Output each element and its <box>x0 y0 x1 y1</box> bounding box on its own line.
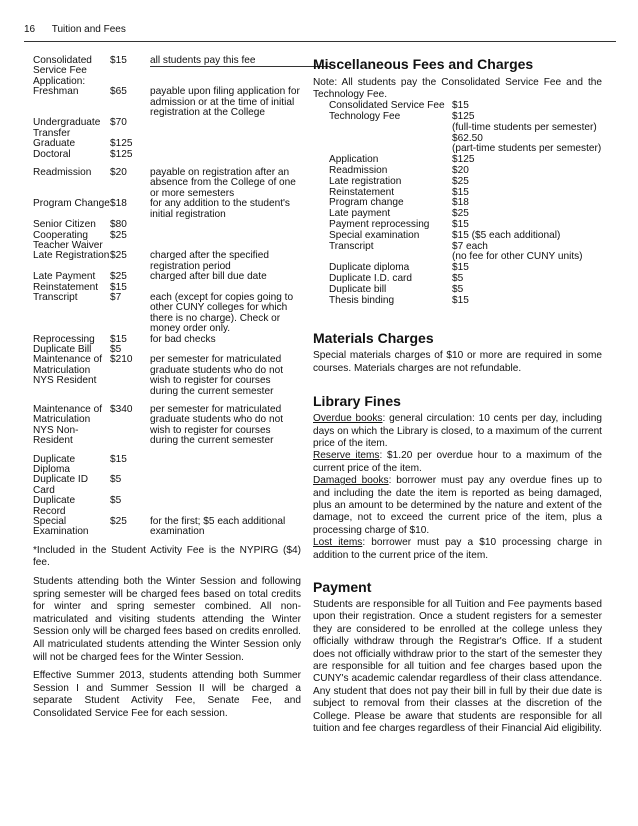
fee-amount: $15 <box>110 281 127 293</box>
summer-session-paragraph: Effective Summer 2013, students attending both Summer Session I and Summer Session II will be charged a separate Student Activity Fee, Senate Fee, and Consolidated Service Fee for each session. <box>33 670 301 719</box>
fee-amount: $20 <box>110 167 127 179</box>
fee-name: Duplicate Bill <box>33 343 92 355</box>
library-item-text: : borrower must pay a $10 processing charge in addition to the current price of the item. <box>313 537 602 561</box>
misc-fee-row <box>329 296 602 307</box>
fee-name: Program Change <box>33 198 110 210</box>
fee-row <box>33 251 301 272</box>
fee-amount: $15 <box>110 55 127 66</box>
payment-text: Students are responsible for all Tuition and Fee payments based upon their registration. Once a student registers for a semester they are considered to be enrolled at the college unless they officially withdraw through the Registrar's Office. If a student does not officially withdraw prior to the start of the semester they are responsible for all tuition and fee charges based upon the CUNY's academic calendar regardless of their class attendance. Any student that does not pay their bill in full by their due date is subject to removal from their classes at the discretion of the College. Please be aware that students are responsible for all tuition and fee charges regardless of their Financial Aid eligibility. <box>313 599 602 735</box>
fee-amount: $15 <box>110 453 127 465</box>
fee-name: Duplicate Diploma <box>33 453 76 476</box>
misc-fee-amount: $62.50 <box>452 132 483 144</box>
fee-row <box>33 517 301 538</box>
misc-fee-name: Thesis binding <box>329 294 395 306</box>
fee-amount: $15 <box>110 333 127 345</box>
misc-fee-amount: (full-time students per semester) <box>452 121 597 133</box>
fee-row <box>33 405 301 447</box>
library-item <box>313 413 602 450</box>
misc-fee-row <box>329 285 602 296</box>
fee-row <box>33 168 301 199</box>
misc-fee-amount: $15 <box>452 262 469 274</box>
fee-description <box>150 496 301 517</box>
fee-name: Duplicate ID Card <box>33 474 88 496</box>
misc-fee-name: Technology Fee <box>329 110 401 122</box>
misc-fee-amount: $25 <box>452 175 469 187</box>
fee-description <box>150 150 301 160</box>
misc-fee-name: Duplicate I.D. card <box>329 272 413 284</box>
fee-amount: $65 <box>110 86 127 98</box>
fee-row <box>33 87 301 118</box>
fee-row <box>33 272 301 282</box>
fee-amount: $80 <box>110 219 127 231</box>
library-item-label: Damaged books <box>313 475 389 487</box>
fee-amount: $70 <box>110 117 127 129</box>
right-column <box>313 56 602 735</box>
misc-fee-name: Duplicate diploma <box>329 262 410 274</box>
nypirg-note: *Included in the Student Activity Fee is the NYPIRG ($4) fee. <box>33 544 301 569</box>
fee-row <box>33 139 301 149</box>
fee-description: per semester for matriculated graduate students who do not wish to register for courses during the current semester <box>150 404 283 447</box>
misc-fees-table <box>329 101 602 306</box>
misc-fee-amount: $7 each <box>452 240 488 252</box>
library-item-text: : $1.20 per overdue hour to a maximum of the current price of the item. <box>313 450 602 474</box>
fee-amount: $340 <box>110 404 133 415</box>
fee-row <box>33 220 301 230</box>
misc-fee-amount: $5 <box>452 272 464 284</box>
fee-description: for bad checks <box>150 333 216 345</box>
fee-name: Senior Citizen <box>33 219 96 231</box>
misc-fee-amount: (no fee for other CUNY units) <box>452 251 583 263</box>
fee-description: per semester for matriculated graduate students who do not wish to register for courses during the current semester <box>150 354 283 397</box>
misc-fee-name: Payment reprocessing <box>329 218 430 230</box>
misc-fee-amount: $15 ($5 each additional) <box>452 229 561 241</box>
fee-name: Late Registration <box>33 250 110 262</box>
misc-fees-note: Note: All students pay the Consolidated Service Fee and the Technology Fee. <box>313 77 602 100</box>
misc-fee-amount: $15 <box>452 218 469 230</box>
misc-fee-name <box>329 123 452 134</box>
fee-amount: $25 <box>110 516 127 528</box>
misc-fee-name: Program change <box>329 197 404 209</box>
page-header <box>24 24 126 35</box>
misc-fee-amount: (part-time students per semester) <box>452 143 602 155</box>
section-rule <box>150 66 331 67</box>
fee-name: Maintenance of Matriculation NYS Non-Resident <box>33 404 103 447</box>
misc-fee-name: Late registration <box>329 175 402 187</box>
misc-fee-row <box>329 123 602 134</box>
fee-name: Late Payment <box>33 271 96 283</box>
fee-amount: $5 <box>110 495 122 507</box>
fee-description: charged after the specified registration period <box>150 250 269 272</box>
misc-fee-amount: $20 <box>452 164 469 176</box>
materials-heading: Materials Charges <box>313 330 434 347</box>
fee-description <box>150 220 301 230</box>
misc-fee-name: Application <box>329 154 379 166</box>
fee-amount: $5 <box>110 474 122 486</box>
library-item <box>313 537 602 562</box>
fee-amount: $18 <box>110 198 127 210</box>
library-heading: Library Fines <box>313 393 401 410</box>
fee-row <box>33 150 301 160</box>
fee-description: payable upon filing application for admission or at the time of initial registration at the College <box>150 86 300 119</box>
page-number: 16 <box>24 24 36 35</box>
fee-name: Maintenance of Matriculation NYS Resident <box>33 354 103 387</box>
library-item-text: : borrower must pay any overdue fines up to and including the date the item is reported as being damaged, plus an amount to be determined by the nature and extent of the damage, not to exceed the current price of the item, plus a processing charge of $10. <box>313 475 602 536</box>
fee-amount: $5 <box>110 343 122 355</box>
winter-session-paragraph: Students attending both the Winter Session and following spring semester will be charged fees based on total credits for winter and spring semester combined. All non-matriculated and visiting students attending the Winter Session only will be charged fees based on credits enrolled. All matriculated students attending the Winter Session only will not be charged fees for the Winter Session. <box>33 576 301 663</box>
misc-fee-name: Special examination <box>329 229 420 241</box>
fee-description: for any addition to the student's initial registration <box>150 198 290 220</box>
fee-name: Undergraduate Transfer <box>33 117 101 139</box>
fee-name: Duplicate Record <box>33 495 76 517</box>
header-rule <box>24 41 616 42</box>
fee-description <box>150 475 301 496</box>
fee-amount: $7 <box>110 291 122 303</box>
misc-fee-amount: $25 <box>452 208 469 220</box>
fee-amount: $25 <box>110 271 127 283</box>
fee-row <box>33 118 301 139</box>
left-column <box>33 56 301 721</box>
fee-row <box>33 199 301 220</box>
fee-row <box>33 496 301 517</box>
fee-row <box>33 293 301 335</box>
fee-amount: $25 <box>110 229 127 241</box>
misc-fee-name: Transcript <box>329 240 374 252</box>
fee-name: Readmission <box>33 167 92 179</box>
fee-description <box>150 139 301 149</box>
misc-fee-name: Late payment <box>329 208 391 220</box>
library-item-text: : general circulation: 10 cents per day, including days on which the Library is closed, to a maximum of the current price of the item. <box>313 413 602 449</box>
library-item <box>313 475 602 537</box>
library-item-label: Lost items <box>313 537 363 549</box>
payment-heading: Payment <box>313 579 372 596</box>
fee-row <box>33 455 301 476</box>
misc-fee-name: Reinstatement <box>329 186 395 198</box>
fee-description: payable on registration after an absence from the College of one or more semesters <box>150 167 296 199</box>
fee-name: Transcript <box>33 291 78 303</box>
misc-fee-amount: $15 <box>452 294 469 306</box>
fee-name: Application: <box>33 75 86 87</box>
fee-description <box>150 455 301 476</box>
fee-row <box>33 475 301 496</box>
fee-description: for the first; $5 each additional examination <box>150 516 286 538</box>
misc-fee-name: Duplicate bill <box>329 283 387 295</box>
fee-row <box>33 231 301 252</box>
fee-amount: $25 <box>110 250 127 262</box>
misc-fee-row <box>329 177 602 188</box>
library-item-label: Reserve items <box>313 450 380 462</box>
misc-fee-amount: $15 <box>452 100 469 112</box>
misc-fee-name <box>329 134 452 145</box>
misc-fee-amount: $5 <box>452 283 464 295</box>
fee-description: each (except for copies going to other CUNY colleges for which there is no charge). Check or money order only. <box>150 291 294 335</box>
misc-fee-amount: $18 <box>452 197 469 209</box>
fee-amount: $125 <box>110 148 133 160</box>
misc-fee-amount: $125 <box>452 110 475 122</box>
misc-fee-name: Readmission <box>329 164 388 176</box>
fee-name: Doctoral <box>33 148 71 160</box>
fee-name: Reinstatement <box>33 281 99 293</box>
fee-row <box>33 355 301 397</box>
fee-description: all students pay this fee <box>150 55 256 66</box>
library-item <box>313 450 602 475</box>
fee-name: Freshman <box>33 86 79 98</box>
library-item-label: Overdue books <box>313 413 383 425</box>
misc-fees-heading: Miscellaneous Fees and Charges <box>313 56 534 72</box>
fee-description <box>150 118 301 139</box>
fee-description: charged after bill due date <box>150 271 267 283</box>
misc-fee-row <box>329 231 602 242</box>
misc-fee-name: Consolidated Service Fee <box>329 100 445 112</box>
fee-name: Graduate <box>33 138 76 150</box>
fee-name: Cooperating Teacher Waiver <box>33 229 103 251</box>
fee-description <box>150 231 301 252</box>
misc-fee-amount: $15 <box>452 186 469 198</box>
fee-name: Special Examination <box>33 516 89 538</box>
fee-amount: $125 <box>110 138 133 150</box>
materials-text: Special materials charges of $10 or more are required in some courses. Materials charges are not refundable. <box>313 350 602 374</box>
fee-name: Reprocessing <box>33 333 95 345</box>
misc-fee-amount: $125 <box>452 154 475 166</box>
fee-row <box>33 56 301 77</box>
running-title: Tuition and Fees <box>51 24 126 35</box>
fee-amount: $210 <box>110 354 133 366</box>
fee-name: Consolidated Service Fee <box>33 55 92 77</box>
